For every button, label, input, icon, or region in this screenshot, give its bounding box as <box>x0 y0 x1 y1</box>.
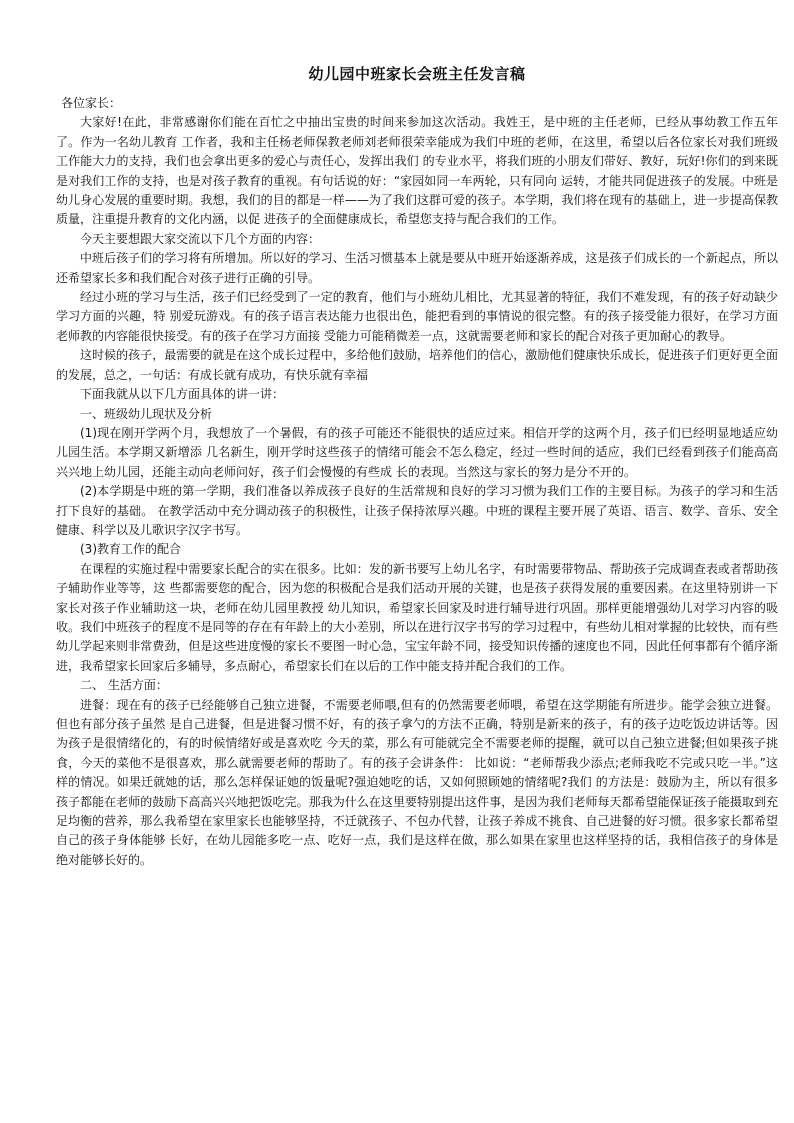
section-heading-daily-life: 二、 生活方面： <box>80 678 168 693</box>
paragraph-detail-intro: 下面我就从以下几方面具体的讲一讲： <box>80 387 285 402</box>
document-page <box>56 64 778 870</box>
paragraph-learning-increase: 中班后孩子们的学习将有所增加。所以好的学习、生活习惯基本上就是要从中班开始逐渐养成，这是孩子们成长的一个新起点，所以还希望家长多和我们配合对孩子进行正确的引导。 <box>56 251 778 285</box>
paragraph-opening: 大家好!在此，非常感谢你们能在百忙之中抽出宝贵的时间来参加这次活动。我姓王，是中班的主任老师，已经从事幼教工作五年了。作为一名幼儿教育 工作者，我和主任杨老师保教老师刘老师很荣幸能成为我们中班的老师，在这里，希望以后各位家长对我们班级工作能大力的支持，我们也会拿出更多的爱心与责任心，发挥出我们 的专业水平，将我们班的小朋友们带好、教好，玩好!你们的到来既是对我们工作的支持，也是对孩子教育的重视。有句话说的好：“家园如同一车两轮，只有同向 运转，才能共同促进孩子的发展。中班是幼儿身心发展的重要时期。我想，我们的目的都是一样——为了我们这群可爱的孩子。本学期，我们将在现有的基础上，进一步提高保教质量，注重提升教育的文化内涵，以促 进孩子的全面健康成长，希望您支持与配合我们的工作。 <box>56 115 778 227</box>
subheading-education-cooperation: (3)教育工作的配合 <box>80 542 181 557</box>
paragraph-child-differences: 经过小班的学习与生活，孩子们已经受到了一定的教育，他们与小班幼儿相比，尤其显著的特征，我们不难发现，有的孩子好动缺少学习方面的兴趣，特 别爱玩游戏。有的孩子语言表达能力也很出色，能把看到的事情说的很完整。有的孩子接受能力很好，在学习方面老师教的内容能很快接受。有的孩子在学习方面接 受能力可能稍微差一点，这就需要老师和家长的配合对孩子更加耐心的教导。 <box>56 290 778 343</box>
paragraph-encouragement: 这时候的孩子，最需要的就是在这个成长过程中，多给他们鼓励，培养他们的信心，激励他们健康快乐成长，促进孩子们更好更全面的发展，总之，一句话：有成长就有成功，有快乐就有幸福 <box>56 348 778 382</box>
salutation: 各位家长： <box>61 96 122 110</box>
paragraph-meals: 进餐：现在有的孩子已经能够自己独立进餐，不需要老师喂,但有的仍然需要老师喂，希望在这学期能有所进步。能学会独立进餐。但也有部分孩子虽然 是自己进餐，但是进餐习惯不好，有的孩子拿勺的方法不正确，特别是新来的孩子，有的孩子边吃饭边讲话等。因为孩子是很情绪化的，有的时候情绪好或是喜欢吃 今天的菜，那么有可能就完全不需要老师的提醒，就可以自己独立进餐;但如果孩子挑食，今天的菜他不是很喜欢，那么就需要老师的帮助了。有的孩子会讲条件： 比如说：“老师帮我少添点;老师我吃不完或只吃一半。”这样的情况。如果迁就她的话，那么怎样保证她的饭量呢?强迫她吃的话，又如何照顾她的情绪呢?我们 的方法是：鼓励为主，所以有很多孩子都能在老师的鼓励下高高兴兴地把饭吃完。那我为什么在这里要特别提出这件事，是因为我们老师每天都希望能保证孩子能摄取到充足均衡的营养，那么我希望在家里家长也能够坚持，不迁就孩子、不包办代替，让孩子养成不挑食、自己进餐的好习惯。很多家长都希望自己的孩子身体能够 长好，在幼儿园能多吃一点、吃好一点，我们是这样在做，那么如果在家里也这样坚持的话，我相信孩子的身体是绝对能够长好的。 <box>56 697 778 867</box>
paragraph-topics-intro: 今天主要想跟大家交流以下几个方面的内容： <box>80 231 321 246</box>
section-heading-class-status: 一、班级幼儿现状及分析 <box>80 406 213 421</box>
paragraph-point-2: (2)本学期是中班的第一学期，我们准备以养成孩子良好的生活常规和良好的学习习惯为我们工作的主要目标。为孩子的学习和生活打下良好的基础。 在教学活动中充分调动孩子的积极性，让孩子保持浓厚兴趣。中班的课程主要开展了英语、语言、数学、音乐、安全健康、科学以及儿歌识字汉字书写。 <box>56 484 778 537</box>
document-title: 幼儿园中班家长会班主任发言稿 <box>308 65 526 83</box>
paragraph-cooperation: 在课程的实施过程中需要家长配合的实在很多。比如：发的新书要写上幼儿名字，有时需要带物品、帮助孩子完成调查表或者帮助孩子辅助作业等等，这 些都需要您的配合，因为您的积极配合是我们活动开展的关键，也是孩子获得发展的重要因素。在这里特别讲一下家长对孩子作业辅助这一块，老师在幼儿园里教授 幼儿知识，希望家长回家及时进行辅导进行巩固。那样更能增强幼儿对学习内容的吸收。我们中班孩子的程度不是同等的存在有年龄上的大小差别，所以在进行汉字书写的学习过程中，有些幼儿相对掌握的比较快，而有些幼儿学起来则非常费劲，但是这些进度慢的家长不要图一时心急，宝宝年龄不同，接受知识传播的速度也不同，因此任何事都有个循序渐进，我希望家长回家后多辅导，多点耐心，希望家长们在以后的工作中能支持并配合我们的工作。 <box>56 561 778 673</box>
paragraph-point-1: (1)现在刚开学两个月，我想放了一个暑假，有的孩子可能还不能很快的适应过来。相信开学的这两个月，孩子们已经明显地适应幼儿园生活。本学期又新增添 几名新生，刚开学时这些孩子的情绪可能会不怎么稳定，经过一些时间的适应，我们已经看到孩子们能高高兴兴地上幼儿园，还能主动向老师问好，孩子们会慢慢的有些成 长的表现。当然这与家长的努力是分不开的。 <box>56 425 778 479</box>
